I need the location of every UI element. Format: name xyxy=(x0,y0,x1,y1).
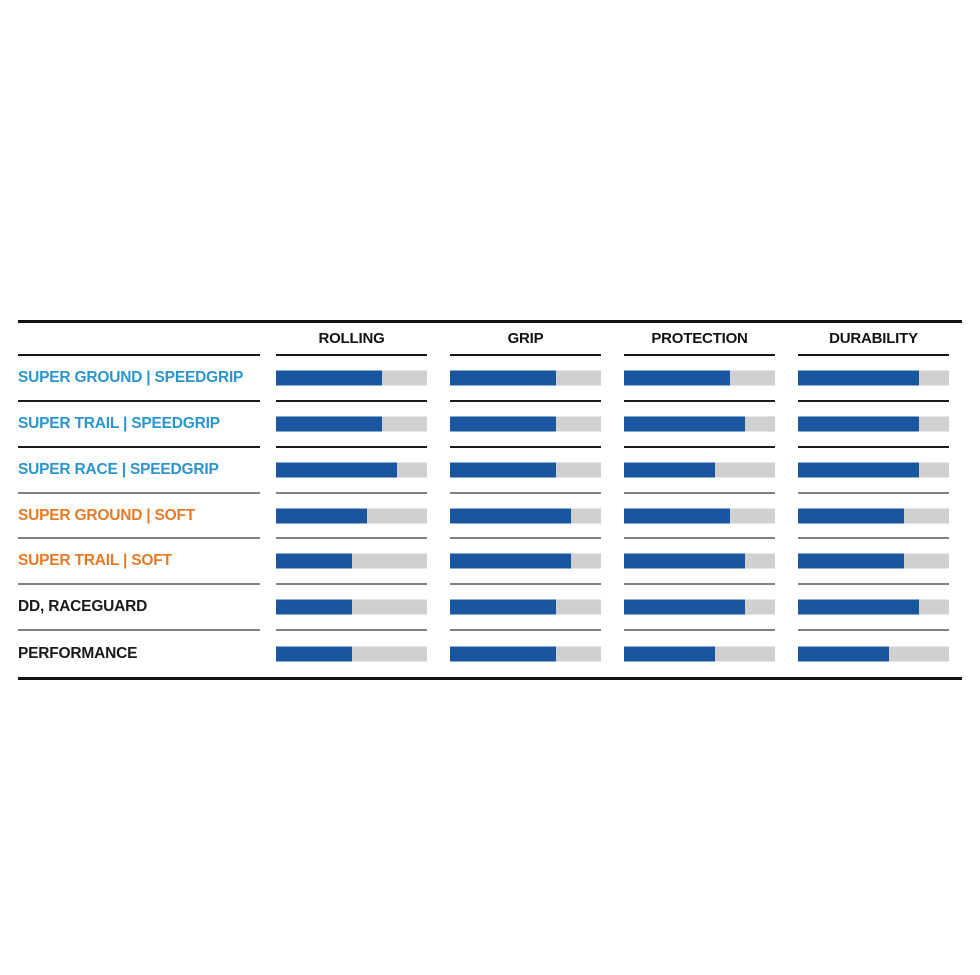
rating-bar-fill xyxy=(276,370,382,385)
row-label: PERFORMANCE xyxy=(18,645,138,663)
rating-bar-fill xyxy=(798,462,919,477)
rating-bar-fill xyxy=(276,416,382,431)
rating-bar xyxy=(450,462,601,477)
rating-cell xyxy=(624,631,775,677)
rating-bar-fill xyxy=(624,554,745,569)
rating-bar-fill xyxy=(798,416,919,431)
rating-bar-fill xyxy=(276,647,352,662)
rating-bar xyxy=(798,508,949,523)
rating-bar xyxy=(450,416,601,431)
rating-bar-fill xyxy=(450,554,571,569)
rating-bar-fill xyxy=(798,508,904,523)
rating-cell xyxy=(276,539,427,585)
rating-cell xyxy=(624,402,775,448)
rating-bar xyxy=(450,508,601,523)
rating-cell xyxy=(450,539,601,585)
rating-cell xyxy=(798,448,949,494)
rating-bar xyxy=(624,508,775,523)
rating-cell xyxy=(450,356,601,402)
rating-cell xyxy=(624,448,775,494)
rating-bar xyxy=(276,370,427,385)
rating-bar xyxy=(798,416,949,431)
rating-bar xyxy=(276,508,427,523)
rating-cell xyxy=(624,585,775,631)
rating-cell xyxy=(276,585,427,631)
rating-bar xyxy=(276,600,427,615)
column-header-spacer xyxy=(18,323,260,356)
row-label: SUPER GROUND | SOFT xyxy=(18,506,196,524)
rating-cell xyxy=(276,631,427,677)
table-row xyxy=(18,356,962,402)
rating-bar xyxy=(798,370,949,385)
rating-bar-fill xyxy=(624,600,745,615)
rating-cell xyxy=(276,448,427,494)
rating-bar xyxy=(450,554,601,569)
compound-comparison-chart xyxy=(18,320,962,680)
rating-bar-fill xyxy=(450,370,556,385)
rating-bar-fill xyxy=(624,508,730,523)
rating-bar-fill xyxy=(276,554,352,569)
column-header-protection: PROTECTION xyxy=(624,323,775,356)
rating-cell xyxy=(798,494,949,540)
column-header-grip: GRIP xyxy=(450,323,601,356)
row-label: SUPER TRAIL | SOFT xyxy=(18,552,172,570)
rating-bar-fill xyxy=(798,554,904,569)
rating-bar-fill xyxy=(276,508,367,523)
table-row xyxy=(18,402,962,448)
row-label-cell xyxy=(18,585,260,631)
rating-bar xyxy=(624,462,775,477)
rating-bar xyxy=(450,600,601,615)
table-row xyxy=(18,585,962,631)
rating-bar xyxy=(798,462,949,477)
rating-cell xyxy=(798,539,949,585)
rating-cell xyxy=(798,585,949,631)
rating-cell xyxy=(276,356,427,402)
column-header-rolling: ROLLING xyxy=(276,323,427,356)
row-label-cell xyxy=(18,448,260,494)
header-row xyxy=(18,323,962,356)
rating-bar xyxy=(798,554,949,569)
row-label: DD, RACEGUARD xyxy=(18,598,148,616)
rating-bar-fill xyxy=(624,462,715,477)
row-label: SUPER RACE | SPEEDGRIP xyxy=(18,460,219,478)
rating-bar xyxy=(276,647,427,662)
rating-cell xyxy=(798,356,949,402)
rating-bar-fill xyxy=(450,462,556,477)
rating-cell xyxy=(450,494,601,540)
rating-bar xyxy=(276,462,427,477)
rating-bar-fill xyxy=(624,416,745,431)
rating-bar-fill xyxy=(624,370,730,385)
rating-bar-fill xyxy=(798,370,919,385)
rating-bar xyxy=(450,370,601,385)
rating-cell xyxy=(276,402,427,448)
rating-cell xyxy=(798,631,949,677)
row-label-cell xyxy=(18,631,260,677)
rating-cell xyxy=(624,494,775,540)
rating-bar-fill xyxy=(798,600,919,615)
rating-bar-fill xyxy=(276,600,352,615)
rating-cell xyxy=(450,631,601,677)
rating-bar-fill xyxy=(450,508,571,523)
rating-cell xyxy=(798,402,949,448)
rating-bar xyxy=(624,647,775,662)
rating-bar-fill xyxy=(450,600,556,615)
rating-cell xyxy=(450,585,601,631)
rating-bar xyxy=(798,647,949,662)
row-label-cell xyxy=(18,356,260,402)
table-body xyxy=(18,356,962,677)
rating-cell xyxy=(624,356,775,402)
rating-bar xyxy=(276,416,427,431)
rating-bar xyxy=(276,554,427,569)
table-row xyxy=(18,539,962,585)
row-label-cell xyxy=(18,402,260,448)
table-row xyxy=(18,631,962,677)
rating-cell xyxy=(450,402,601,448)
row-label: SUPER GROUND | SPEEDGRIP xyxy=(18,368,244,386)
rating-bar xyxy=(450,647,601,662)
rating-cell xyxy=(276,494,427,540)
rating-bar-fill xyxy=(624,647,715,662)
rating-cell xyxy=(624,539,775,585)
rating-bar xyxy=(624,554,775,569)
row-label-cell xyxy=(18,494,260,540)
rating-bar-fill xyxy=(450,647,556,662)
rating-bar xyxy=(624,370,775,385)
rating-bar-fill xyxy=(798,647,889,662)
row-label-cell xyxy=(18,539,260,585)
bottom-rule xyxy=(18,677,962,680)
column-header-durability: DURABILITY xyxy=(798,323,949,356)
rating-bar-fill xyxy=(276,462,397,477)
row-label: SUPER TRAIL | SPEEDGRIP xyxy=(18,414,220,432)
rating-bar-fill xyxy=(450,416,556,431)
rating-bar xyxy=(624,600,775,615)
table-row xyxy=(18,448,962,494)
rating-bar xyxy=(798,600,949,615)
table-row xyxy=(18,494,962,540)
rating-cell xyxy=(450,448,601,494)
rating-bar xyxy=(624,416,775,431)
